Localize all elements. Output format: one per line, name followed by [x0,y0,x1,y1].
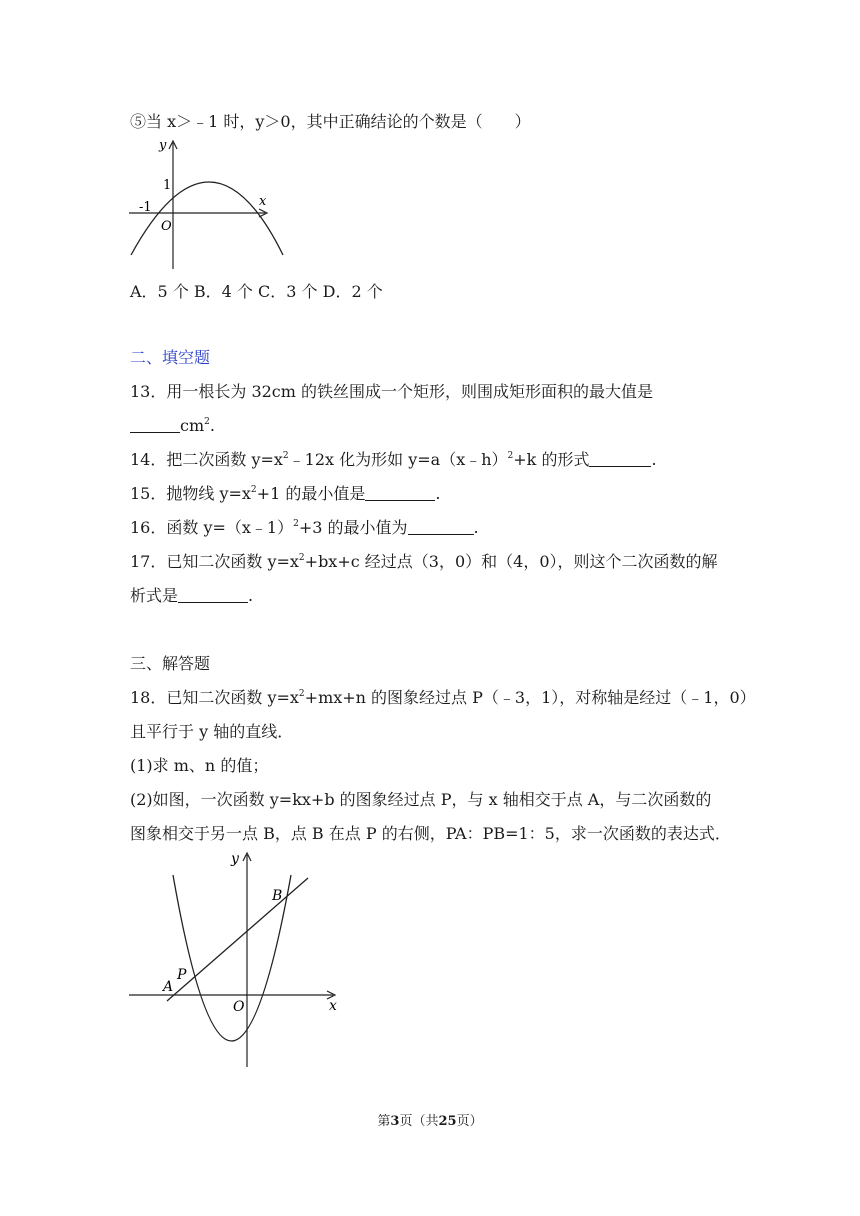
q14-blank[interactable] [589,452,651,467]
q17-pre: 17．已知二次函数 y=x [130,552,299,571]
q18-part1: (1)求 m、n 的值； [130,756,269,775]
q17-sup: 2 [298,553,305,563]
q15-end: . [435,484,441,503]
q18-line1 [130,688,756,708]
q14-post: +k 的形式 [513,450,590,469]
q18-y-label: y [231,851,239,867]
q15-sup: 2 [250,485,257,495]
q12-options: A．5 个 B．4 个 C．3 个 D．2 个 [130,282,383,301]
q12-y-label: y [159,138,167,153]
q17-blank[interactable] [178,588,248,603]
section3-heading: 三、解答题 [130,654,211,673]
q18-linear-graph [167,878,308,1001]
q15-pre: 15．抛物线 y=x [130,484,251,503]
q18-line2: 且平行于 y 轴的直线． [130,722,294,741]
footer-pre: 第 [377,1114,391,1129]
q12-parabola-figure [125,135,285,275]
q13-text: 13．用一根长为 32cm 的铁丝围成一个矩形，则围成矩形面积的最大值是 [130,382,654,401]
q12-one-label: 1 [163,178,172,193]
footer-post: 页） [456,1114,483,1129]
q18-point-p-label: P [177,967,187,983]
q18-x-label: x [329,998,337,1014]
q16-post: +3 的最小值为 [298,518,408,537]
q12-parabola-curve [131,182,283,255]
q15-post: +1 的最小值是 [256,484,366,503]
q13-blank[interactable] [130,418,180,433]
q18-part2-line2: 图象相交于另一点 B，点 B 在点 P 的右侧，PA：PB=1：5，求一次函数的表达式． [130,824,731,843]
q18-origin-label: O [233,999,245,1015]
q16-pre: 16．函数 y=（x﹣1） [130,518,294,537]
q18-point-a-label: A [163,979,174,995]
q12-neg-one-label: -1 [139,200,152,215]
q16-end: . [473,518,479,537]
q18-point-b-label: B [272,888,283,904]
footer-total-pages: 25 [438,1114,457,1129]
q16-sup: 2 [293,519,299,529]
q12-origin-label: O [161,219,172,234]
q13-unit-sup: 2 [204,417,210,427]
q17-end: . [248,586,254,605]
q14-mid: ﹣12x 化为形如 y=a（x﹣h） [288,450,508,469]
q17-line1 [130,552,718,572]
q17-line2 [130,586,253,606]
q17-line2-text: 析式是 [130,586,179,605]
q15-blank[interactable] [365,486,435,501]
q12-x-label: x [259,194,267,209]
q13-end: . [209,416,215,435]
q14-sup2: 2 [507,451,514,461]
q15-line [130,484,440,504]
q18-figure [125,845,355,1070]
q18-line1-sup: 2 [298,689,305,699]
q17-post: +bx+c 经过点（3，0）和（4，0），则这个二次函数的解 [304,552,718,571]
q13-unit: cm [180,416,205,435]
q14-line [130,450,657,470]
footer-page-number: 3 [390,1114,400,1129]
q14-end: . [651,450,657,469]
page-footer [0,1110,860,1129]
q14-sup1: 2 [282,451,289,461]
q18-line1-post: +mx+n 的图象经过点 P（﹣3，1），对称轴是经过（﹣1，0） [304,688,756,707]
footer-mid: 页（共 [399,1114,439,1129]
section2-heading: 二、填空题 [130,348,211,367]
q16-blank[interactable] [408,520,474,535]
q18-part2-line1: (2)如图，一次函数 y=kx+b 的图象经过点 P，与 x 轴相交于点 A，与二次函数的 [130,790,712,809]
q13-answer-line [130,416,215,436]
q12-item5: ⑤当 x＞﹣1 时，y＞0，其中正确结论的个数是（ ） [130,112,531,131]
q16-line [130,518,479,538]
q18-line1-pre: 18．已知二次函数 y=x [130,688,299,707]
q14-pre: 14．把二次函数 y=x [130,450,283,469]
